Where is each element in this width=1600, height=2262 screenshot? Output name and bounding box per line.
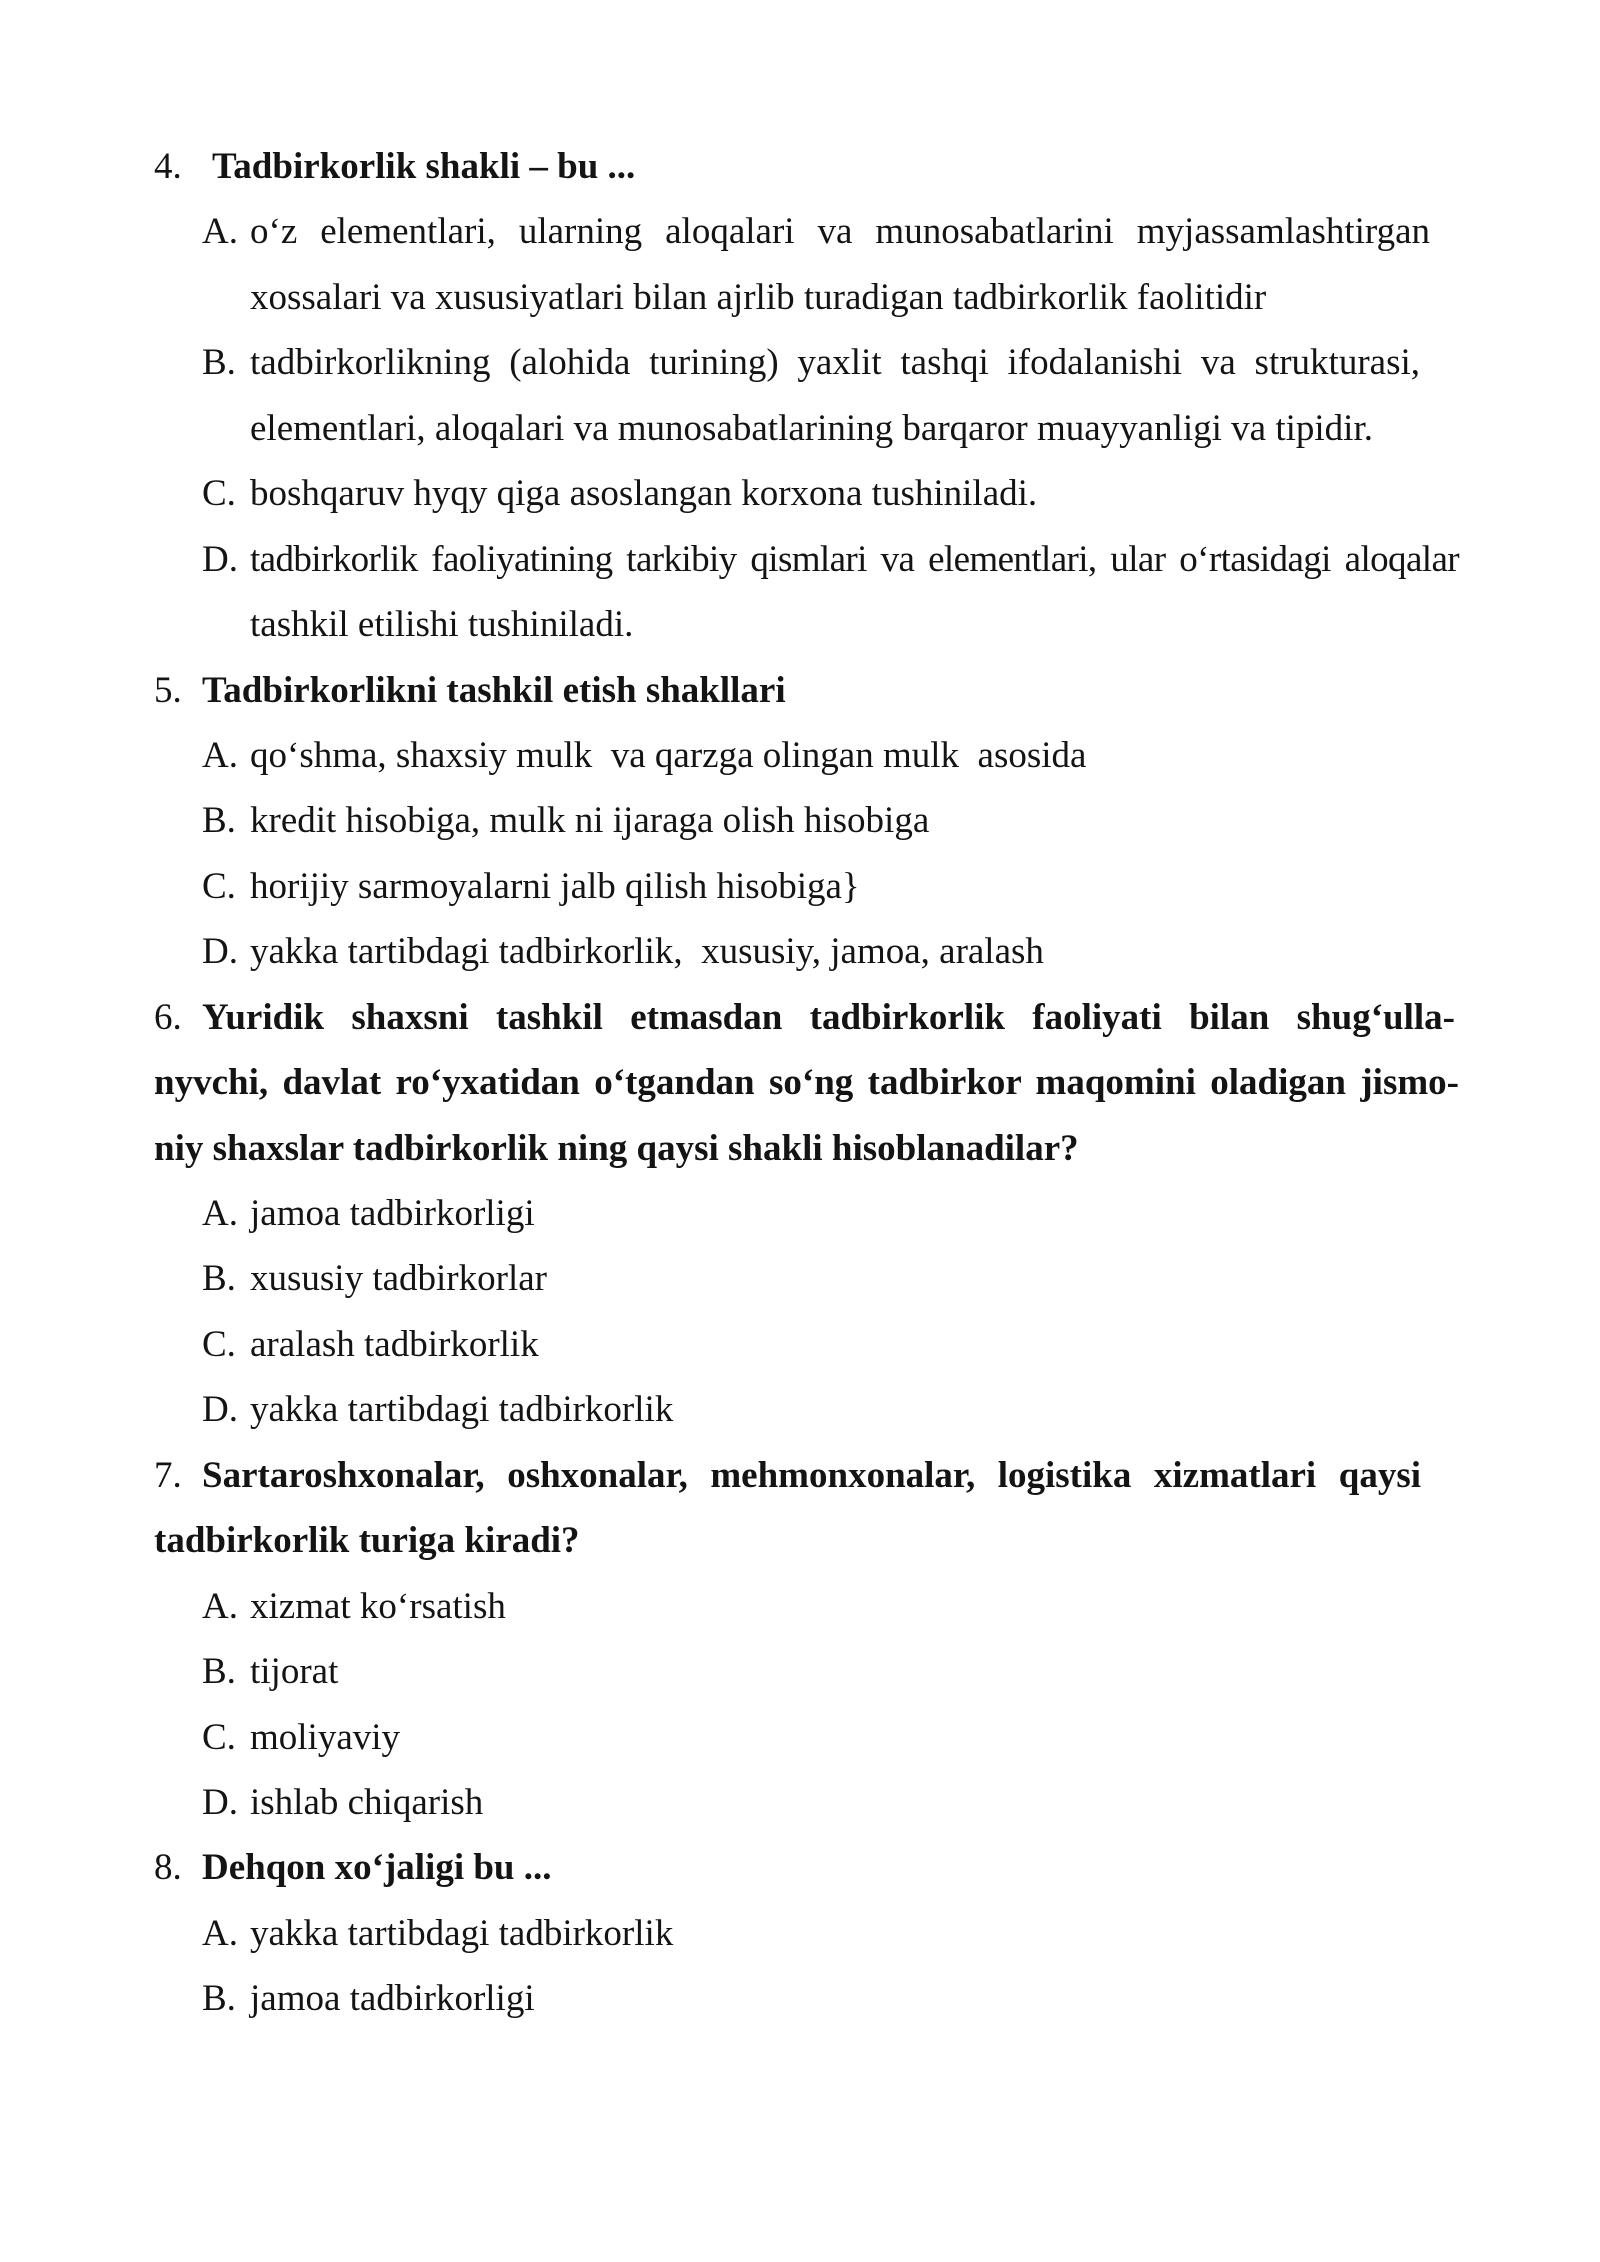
question-header	[154, 1443, 1459, 1508]
option-text: tijorat	[250, 1651, 339, 1693]
question-8	[154, 1835, 1459, 2031]
option-letter: A.	[202, 734, 238, 776]
question-text-continued	[154, 1116, 1459, 1181]
option-text: xususiy tadbirkorlar	[250, 1258, 547, 1300]
option-letter: B.	[202, 800, 236, 842]
option-letter: A.	[202, 1193, 238, 1234]
option-text: ishlab chiqarish	[250, 1781, 484, 1823]
question-text: Yuridik shaxsni tashkil etmasdan tadbirkorlik faoliyati bilan shug‘ulla-	[202, 996, 1455, 1038]
question-number: 8.	[154, 1847, 182, 1889]
question-text-line: tadbirkorlik turiga kiradi?	[154, 1520, 580, 1562]
question-text: Dehqon xo‘jaligi bu ...	[202, 1847, 552, 1889]
option-text: boshqaruv hyqy qiga asoslangan korxona tushiniladi.	[250, 473, 1038, 515]
question-7	[154, 1443, 1459, 1836]
option-letter: A.	[202, 211, 238, 253]
question-number: 7.	[154, 1454, 182, 1496]
question-list	[154, 134, 1459, 2032]
option-text: tadbirkorlik faoliyatining tarkibiy qismlari va elementlari, ular o‘rtasidagi aloqalar	[250, 538, 1459, 580]
option-letter: D.	[202, 1781, 238, 1823]
question-number: 4.	[154, 146, 182, 187]
option-text: aralash tadbirkorlik	[250, 1323, 539, 1365]
option-letter: C.	[202, 1716, 236, 1758]
option-text: yakka tartibdagi tadbirkorlik, xususiy, jamoa, aralash	[250, 931, 1044, 973]
option-letter: B.	[202, 342, 236, 384]
option-letter: D.	[202, 1389, 238, 1431]
question-text-continued	[154, 1050, 1459, 1115]
question-text: Tadbirkorlikni tashkil etish shakllari	[202, 669, 786, 711]
option-c	[154, 854, 1459, 919]
option-a	[154, 199, 1459, 330]
option-d	[154, 919, 1459, 984]
option-d	[154, 1770, 1459, 1835]
option-b	[154, 788, 1459, 853]
option-a	[154, 1901, 1459, 1966]
option-text: horijiy sarmoyalarni jalb qilish hisobiga}	[250, 865, 860, 907]
option-letter: B.	[202, 1651, 236, 1693]
option-text: qo‘shma, shaxsiy mulk va qarzga olingan mulk asosida	[250, 734, 1087, 776]
question-text-line: niy shaxslar tadbirkorlik ning qaysi shakli hisoblanadilar?	[154, 1127, 1079, 1169]
question-5	[154, 658, 1459, 985]
option-text: xizmat ko‘rsatish	[250, 1585, 506, 1627]
question-header	[154, 134, 1459, 199]
option-letter: B.	[202, 1258, 236, 1300]
option-text: yakka tartibdagi tadbirkorlik	[250, 1912, 674, 1954]
option-text: tadbirkorlikning (alohida turining) yaxlit tashqi ifodalanishi va strukturasi,	[250, 342, 1420, 384]
option-text-continued: tashkil etilishi tushiniladi.	[250, 604, 634, 646]
option-c	[154, 461, 1459, 526]
question-text-continued	[154, 1508, 1459, 1573]
question-text-line: nyvchi, davlat ro‘yxatidan o‘tgandan so‘ng tadbirkor maqomini oladigan jismo-	[154, 1062, 1459, 1104]
question-header	[154, 658, 1459, 723]
question-header	[154, 1835, 1459, 1900]
question-text: Tadbirkorlik shakli – bu ...	[212, 146, 636, 187]
option-letter: C.	[202, 1323, 236, 1365]
question-number: 5.	[154, 669, 182, 711]
question-number: 6.	[154, 996, 182, 1038]
option-b	[154, 1966, 1459, 2031]
option-text: jamoa tadbirkorligi	[250, 1193, 535, 1234]
option-b	[154, 1246, 1459, 1311]
question-4	[154, 134, 1459, 658]
option-b	[154, 1639, 1459, 1704]
option-letter: A.	[202, 1585, 238, 1627]
option-a	[154, 1181, 1459, 1246]
option-text: kredit hisobiga, mulk ni ijaraga olish hisobiga	[250, 800, 930, 842]
option-text: moliyaviy	[250, 1716, 401, 1758]
option-c	[154, 1705, 1459, 1770]
option-d	[154, 1377, 1459, 1442]
option-letter: A.	[202, 1912, 238, 1954]
option-d	[154, 527, 1459, 658]
option-letter: D.	[202, 931, 238, 973]
option-text-continued: elementlari, aloqalari va munosabatlarining barqaror muayyanligi va tipidir.	[250, 407, 1373, 449]
option-letter: B.	[202, 1978, 236, 2020]
option-letter: D.	[202, 538, 238, 580]
option-text: o‘z elementlari, ularning aloqalari va munosabatlarini myjassamlashtirgan	[250, 211, 1430, 253]
option-c	[154, 1312, 1459, 1377]
option-letter: C.	[202, 473, 236, 515]
question-header	[154, 985, 1459, 1050]
option-text: jamoa tadbirkorligi	[250, 1978, 535, 2020]
question-text: Sartaroshxonalar, oshxonalar, mehmonxonalar, logistika xizmatlari qaysi	[202, 1454, 1421, 1496]
option-text-continued: xossalari va xususiyatlari bilan ajrlib turadigan tadbirkorlik faolitidir	[250, 276, 1267, 318]
option-text: yakka tartibdagi tadbirkorlik	[250, 1389, 674, 1431]
option-letter: C.	[202, 865, 236, 907]
option-a	[154, 1574, 1459, 1639]
option-a	[154, 723, 1459, 788]
option-b	[154, 330, 1459, 461]
question-6	[154, 985, 1459, 1443]
